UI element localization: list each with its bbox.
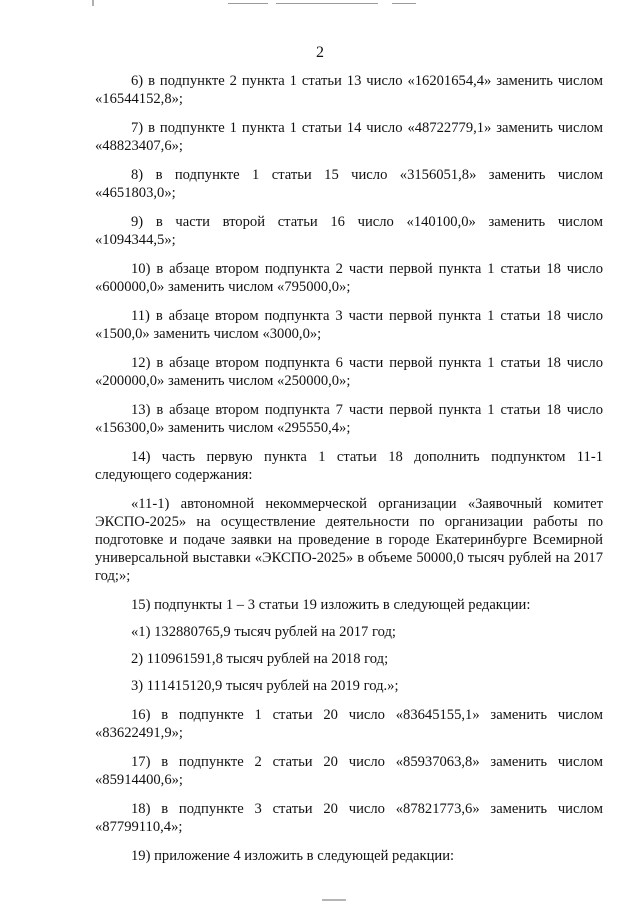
amendment-item-10: 10) в абзаце втором подпункта 2 части первой пункта 1 статьи 18 число «600000,0» заменить числом «795000,0»; xyxy=(95,261,603,295)
document-body xyxy=(95,72,603,876)
scan-artifact-line xyxy=(228,3,268,4)
amendment-item-7: 7) в подпункте 1 пункта 1 статьи 14 число «48722779,1» заменить числом «48823407,6»; xyxy=(95,120,603,154)
amendment-item-14: 14) часть первую пункта 1 статьи 18 дополнить подпунктом 11-1 следующего содержания: xyxy=(95,449,603,483)
amendment-item-6: 6) в подпункте 2 пункта 1 статьи 13 число «16201654,4» заменить числом «16544152,8»; xyxy=(95,73,603,107)
replacement-subitem-1: «1) 132880765,9 тысяч рублей на 2017 год; xyxy=(131,624,396,640)
amendment-item-17: 17) в подпункте 2 статьи 20 число «85937063,8» заменить числом «85914400,6»; xyxy=(95,754,603,788)
amendment-item-19: 19) приложение 4 изложить в следующей редакции: xyxy=(131,848,455,864)
scan-artifact-line xyxy=(392,3,416,4)
amendment-item-9: 9) в части второй статьи 16 число «140100,0» заменить числом «1094344,5»; xyxy=(95,214,603,248)
scan-artifact-dot xyxy=(92,0,94,6)
scan-artifact-line xyxy=(276,3,378,4)
amendment-item-12: 12) в абзаце втором подпункта 6 части первой пункта 1 статьи 18 число «200000,0» заменить числом «250000,0»; xyxy=(95,355,603,389)
amendment-item-16: 16) в подпункте 1 статьи 20 число «83645155,1» заменить числом «83622491,9»; xyxy=(95,707,603,741)
page-number: 2 xyxy=(316,44,324,61)
amendment-item-8: 8) в подпункте 1 статьи 15 число «3156051,8» заменить числом «4651803,0»; xyxy=(95,167,603,201)
amendment-item-13: 13) в абзаце втором подпункта 7 части первой пункта 1 статьи 18 число «156300,0» заменить числом «295550,4»; xyxy=(95,402,603,436)
scan-bottom-artifact xyxy=(322,899,346,901)
amendment-item-15: 15) подпункты 1 – 3 статьи 19 изложить в следующей редакции: xyxy=(131,597,531,613)
amendment-item-18: 18) в подпункте 3 статьи 20 число «87821773,6» заменить числом «87799110,4»; xyxy=(95,801,603,835)
replacement-subitem-3: 3) 111415120,9 тысяч рублей на 2019 год.»; xyxy=(131,678,399,694)
amendment-item-11: 11) в абзаце втором подпункта 3 части первой пункта 1 статьи 18 число «1500,0» заменить числом «3000,0»; xyxy=(95,308,603,342)
scan-top-artifacts xyxy=(0,0,640,12)
replacement-subitem-2: 2) 110961591,8 тысяч рублей на 2018 год; xyxy=(131,651,389,667)
inserted-subitem-11-1: «11-1) автономной некоммерческой организации «Заявочный комитет ЭКСПО-2025» на осуществление деятельности по организации работы по подготовке и подаче заявки на проведение в городе Екатеринбурге Всемирной универсальной выставки «ЭКСПО-2025» в объеме 50000,0 тысяч рублей на 2017 год;»; xyxy=(95,496,603,584)
